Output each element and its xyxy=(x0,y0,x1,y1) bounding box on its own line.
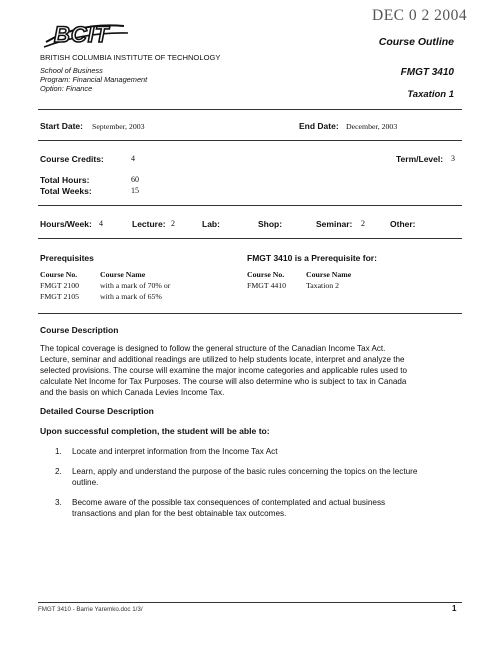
seminar-label: Seminar: xyxy=(316,219,353,229)
course-description-line: Lecture, seminar and additional readings are utilized to help students locate, interpret and analyze the xyxy=(40,355,405,364)
prereq-for-row-1-no: FMGT 4410 xyxy=(247,281,287,290)
other-label: Other: xyxy=(390,219,416,229)
term-level-label: Term/Level: xyxy=(396,154,444,164)
prereq-divider xyxy=(38,313,462,314)
outcome-text: transactions and plan for the best obtainable tax outcomes. xyxy=(72,509,287,518)
program-name: Program: Financial Management xyxy=(40,75,148,84)
shop-label: Shop: xyxy=(258,219,283,229)
outcome-text: Locate and interpret information from the Income Tax Act xyxy=(72,447,278,456)
course-description-heading: Course Description xyxy=(40,325,119,335)
course-credits-value: 4 xyxy=(131,154,135,163)
end-date-value: December, 2003 xyxy=(346,122,398,131)
lecture-label: Lecture: xyxy=(132,219,166,229)
institution-name: BRITISH COLUMBIA INSTITUTE OF TECHNOLOGY xyxy=(40,53,221,62)
course-description-line: and the basis on which Canada Levies Income Tax. xyxy=(40,388,225,397)
prereq-col-course-no: Course No. xyxy=(40,270,78,279)
bcit-logo xyxy=(40,20,132,50)
lecture-value: 2 xyxy=(171,219,175,228)
start-date-value: September, 2003 xyxy=(92,122,145,131)
dates-divider xyxy=(38,140,462,141)
course-title: Taxation 1 xyxy=(407,89,454,100)
header-divider xyxy=(38,109,462,110)
prerequisites-title: Prerequisites xyxy=(40,253,94,263)
prereq-for-col-course-name: Course Name xyxy=(306,270,352,279)
detailed-description-heading: Detailed Course Description xyxy=(40,406,154,416)
seminar-value: 2 xyxy=(361,219,365,228)
course-description-body xyxy=(40,343,465,398)
term-level-value: 3 xyxy=(451,154,455,163)
outcome-number: 2. xyxy=(55,467,62,476)
course-code: FMGT 3410 xyxy=(400,67,454,78)
end-date-label: End Date: xyxy=(299,121,339,131)
outcome-number: 1. xyxy=(55,447,62,456)
footer-divider xyxy=(38,602,462,603)
course-description-line: selected provisions. The course will examine the major income categories and applicable rules used to xyxy=(40,366,407,375)
prereq-for-col-course-no: Course No. xyxy=(247,270,285,279)
course-description-line: calculate Net Income for Tax Purposes. The course will also determine who is subject to tax in Canada xyxy=(40,377,407,386)
prerequisite-for-title: FMGT 3410 is a Prerequisite for: xyxy=(247,253,377,263)
total-hours-value: 60 xyxy=(131,175,139,184)
course-description-line: The topical coverage is designed to follow the general structure of the Canadian Income Tax Act. xyxy=(40,344,386,353)
received-date-stamp: DEC 0 2 2004 xyxy=(372,7,468,24)
prereq-row-2-name: with a mark of 65% xyxy=(100,292,162,301)
upon-completion-intro: Upon successful completion, the student will be able to: xyxy=(40,426,270,436)
page-number: 1 xyxy=(452,604,457,613)
course-credits-label: Course Credits: xyxy=(40,154,104,164)
lab-label: Lab: xyxy=(202,219,220,229)
school-name: School of Business xyxy=(40,66,103,75)
start-date-label: Start Date: xyxy=(40,121,83,131)
outcome-text: Become aware of the possible tax consequences of contemplated and actual business xyxy=(72,498,386,507)
footer-filename: FMGT 3410 - Barrie Yaremko.doc 1/3/ xyxy=(38,606,143,613)
document-type: Course Outline xyxy=(378,36,454,48)
bcit-logo-text: BCIT xyxy=(54,22,110,47)
option-name: Option: Finance xyxy=(40,84,93,93)
totals-divider xyxy=(38,205,462,206)
hours-divider xyxy=(38,238,462,239)
prereq-row-1-name: with a mark of 70% or xyxy=(100,281,171,290)
outcome-number: 3. xyxy=(55,498,62,507)
total-hours-label: Total Hours: xyxy=(40,175,90,185)
prereq-row-2-no: FMGT 2105 xyxy=(40,292,80,301)
prereq-for-row-1-name: Taxation 2 xyxy=(306,281,340,290)
total-weeks-label: Total Weeks: xyxy=(40,186,92,196)
hours-week-value: 4 xyxy=(99,219,103,228)
prereq-row-1-no: FMGT 2100 xyxy=(40,281,80,290)
hours-week-label: Hours/Week: xyxy=(40,219,92,229)
total-weeks-value: 15 xyxy=(131,186,139,195)
outcome-text: outline. xyxy=(72,478,99,487)
outcome-text: Learn, apply and understand the purpose of the basic rules concerning the topics on the lecture xyxy=(72,467,418,476)
prereq-col-course-name: Course Name xyxy=(100,270,146,279)
